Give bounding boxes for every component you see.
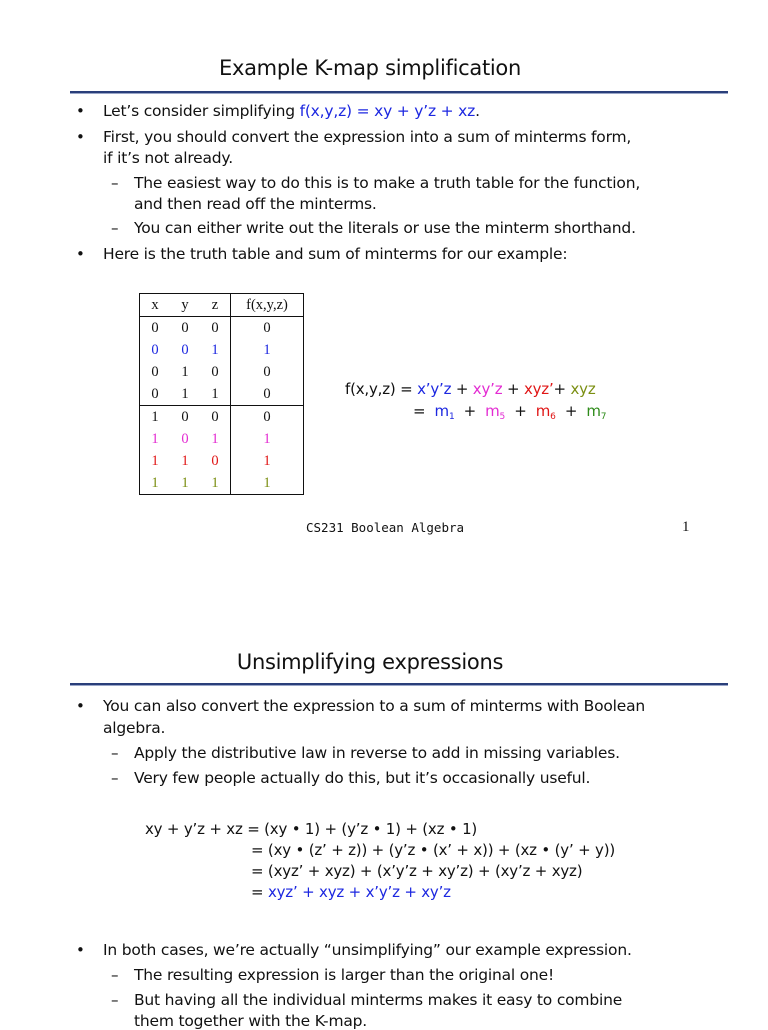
slide-1-title: Example K-map simplification [219, 56, 521, 80]
table-row [140, 339, 304, 361]
sub-bullet-4-line-2: them together with the K-map. [134, 1012, 368, 1030]
table-row [140, 361, 304, 383]
function-expression: f(x,y,z) = xy + y’z + xz [299, 102, 476, 120]
derivation-line-1: xy + y’z + xz = (xy • 1) + (y’z • 1) + (xz • 1) [145, 820, 478, 838]
table-cell: 0 [231, 317, 304, 340]
dash-icon: – [111, 174, 119, 192]
table-cell: 1 [211, 430, 219, 447]
table-cell: 1 [231, 428, 304, 450]
table-cell: 0 [211, 363, 219, 380]
minterm-m1: $m_1$ [434, 402, 455, 422]
plus-sign: + [506, 380, 520, 398]
table-cell: 1 [231, 450, 304, 472]
sub-bullet-4-line-1: But having all the individual minterms makes it easy to combine [134, 991, 623, 1009]
table-header: f(x,y,z) [231, 294, 304, 317]
minterm-m5: $m_5$ [485, 402, 506, 422]
title-divider [70, 683, 728, 686]
table-cell: 1 [151, 430, 159, 447]
plus-sign: + [514, 402, 527, 420]
slide-2-title: Unsimplifying expressions [236, 650, 504, 674]
derivation-line-4 [251, 883, 451, 901]
table-cell: 1 [231, 472, 304, 495]
table-cell: 1 [181, 474, 189, 491]
table-header: x [151, 296, 159, 313]
table-cell: 1 [151, 452, 159, 469]
bullet-icon: • [76, 941, 85, 959]
table-cell: 1 [151, 474, 159, 491]
bullet-1-line-2: algebra. [103, 719, 166, 737]
table-cell: 0 [211, 408, 219, 425]
sub-bullet-1-line-1: The easiest way to do this is to make a truth table for the function, [134, 174, 641, 192]
table-cell: 0 [181, 319, 189, 336]
table-cell: 1 [211, 341, 219, 358]
table-cell: 0 [151, 385, 159, 402]
table-header: y [181, 296, 189, 313]
minterm-literal-6: xyz’ [523, 380, 554, 398]
table-cell: 0 [151, 363, 159, 380]
table-cell: 0 [231, 361, 304, 383]
table-row [140, 406, 304, 429]
minterm-literal-1: x’y’z [417, 380, 452, 398]
table-cell: 1 [211, 474, 219, 491]
bullet-1 [103, 102, 480, 120]
bullet-3: Here is the truth table and sum of minterms for our example: [103, 245, 568, 263]
dash-icon: – [111, 966, 119, 984]
sub-bullet-2: You can either write out the literals or use the minterm shorthand. [134, 219, 636, 237]
table-cell: 1 [181, 385, 189, 402]
bullet-icon: • [76, 245, 85, 263]
table-cell: 1 [151, 408, 159, 425]
equals-sign: = [400, 380, 413, 398]
table-cell: 1 [211, 385, 219, 402]
table-cell: 0 [211, 319, 219, 336]
dash-icon: – [111, 219, 119, 237]
table-cell: 1 [181, 363, 189, 380]
table-cell: 0 [231, 406, 304, 429]
derivation-result: xyz’ + xyz + x’y’z + xy’z [267, 883, 451, 901]
table-cell: 1 [231, 339, 304, 361]
equals-sign: = [251, 883, 264, 901]
slide-footer: CS231 Boolean Algebra [306, 520, 465, 535]
minterm-m7: $m_7$ [586, 402, 607, 422]
table-cell: 0 [181, 430, 189, 447]
sub-bullet-3: The resulting expression is larger than the original one! [134, 966, 554, 984]
derivation-line-2: = (xy • (z’ + z)) + (y’z • (x’ + x)) + (xz • (y’ + y)) [251, 841, 616, 859]
table-cell: 0 [211, 452, 219, 469]
truth-table [139, 293, 304, 495]
plus-sign: + [553, 380, 566, 398]
minterm-m6: $m_6$ [535, 402, 556, 422]
table-cell: 0 [181, 408, 189, 425]
plus-sign: + [455, 380, 469, 398]
sum-of-minterms-literals [345, 380, 596, 398]
minterm-literal-5: xy’z [472, 380, 503, 398]
dash-icon: – [111, 769, 119, 787]
plus-sign: + [564, 402, 578, 420]
minterm-literal-7: xyz [570, 380, 596, 398]
title-divider [70, 91, 728, 94]
bullet-1-line-1: You can also convert the expression to a sum of minterms with Boolean [103, 697, 646, 715]
table-row [140, 472, 304, 495]
table-cell: 1 [181, 452, 189, 469]
derivation-line-3: = (xyz’ + xyz) + (x’y’z + xy’z) + (xy’z + xyz) [251, 862, 583, 880]
table-row [140, 317, 304, 340]
table-cell: 0 [181, 341, 189, 358]
table-row [140, 450, 304, 472]
equals-sign: = [413, 402, 426, 420]
table-header: z [211, 296, 219, 313]
sub-bullet-1-line-2: and then read off the minterms. [134, 195, 377, 213]
dash-icon: – [111, 991, 119, 1009]
bullet-1-period: . [475, 102, 480, 120]
plus-sign: + [463, 402, 476, 420]
bullet-2-line-1: First, you should convert the expression into a sum of minterms form, [103, 128, 632, 146]
bullet-icon: • [76, 128, 85, 146]
sub-bullet-2: Very few people actually do this, but it’s occasionally useful. [134, 769, 591, 787]
sum-of-minterms-shorthand [413, 402, 606, 422]
bullet-icon: • [76, 102, 85, 120]
bullet-1-text: Let’s consider simplifying [103, 102, 300, 120]
page-number: 1 [682, 519, 690, 535]
table-row [140, 428, 304, 450]
table-cell: 0 [151, 341, 159, 358]
sum-lhs: f(x,y,z) [345, 380, 396, 398]
table-row [140, 383, 304, 406]
table-cell: 0 [231, 383, 304, 406]
sub-bullet-1: Apply the distributive law in reverse to add in missing variables. [134, 744, 620, 762]
bullet-icon: • [76, 697, 85, 715]
bullet-2-line-2: if it’s not already. [103, 149, 233, 167]
table-cell: 0 [151, 319, 159, 336]
dash-icon: – [111, 744, 119, 762]
bullet-2: In both cases, we’re actually “unsimplifying” our example expression. [103, 941, 632, 959]
